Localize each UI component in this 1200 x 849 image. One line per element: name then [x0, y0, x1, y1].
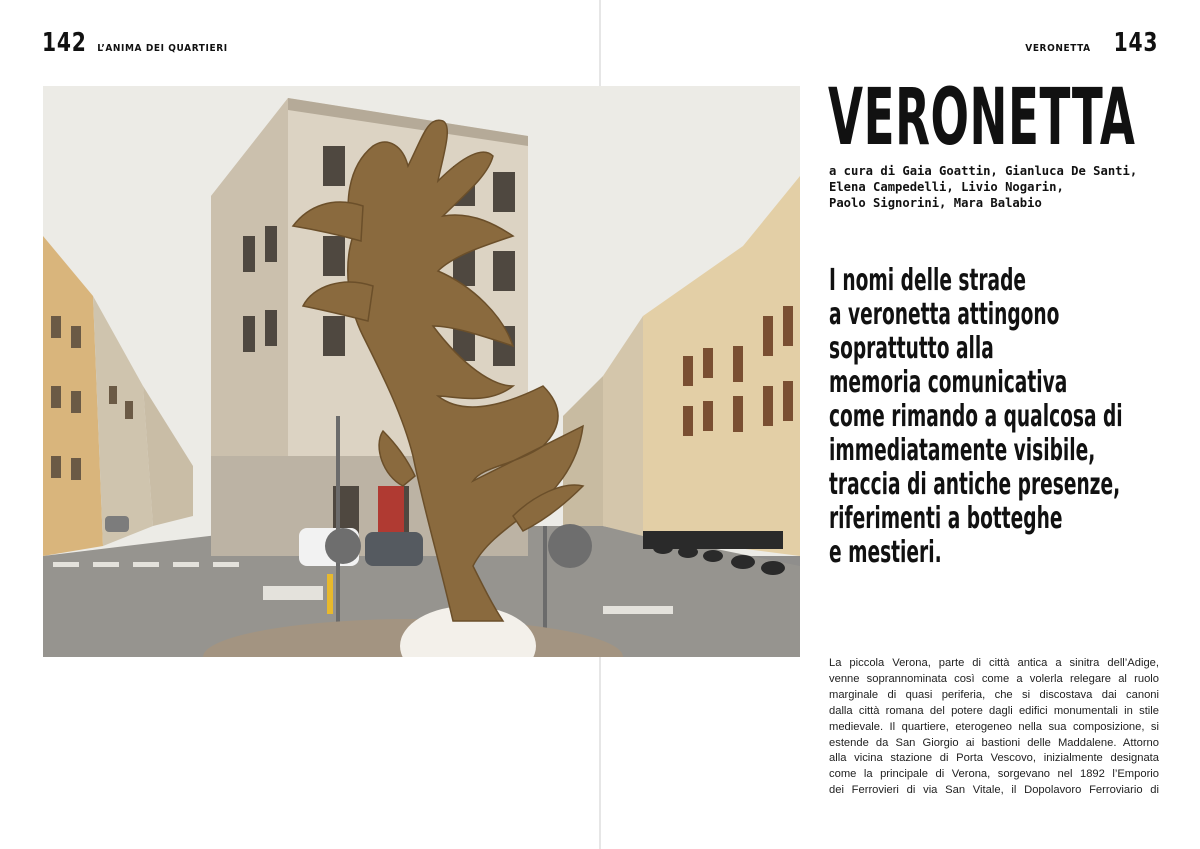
body-line: venne soprannominata così come a volerla relegare al ruolo [829, 672, 1159, 685]
pull-quote-line: traccia di antiche presenze, [829, 467, 1121, 502]
pull-quote-line: soprattutto alla [829, 331, 994, 366]
street-photo-bronze-sculpture [43, 86, 800, 657]
body-line: dei Ferrovieri di via San Vitale, il Dopolavoro Ferroviario di [829, 784, 1159, 797]
body-line: alla vicina stazione di Porta Vescovo, inizialmente designata [829, 752, 1159, 765]
body-line: dalla città romana del potere dagli edifici monumentali in stile [829, 704, 1159, 717]
body-line: come la principale di Verona, sorgevano nel 1892 l’Emporio [829, 768, 1159, 781]
right-page-number: 143 [1113, 28, 1158, 58]
credits-line: Paolo Signorini, Mara Balabio [829, 196, 1042, 210]
body-line: estende da San Giorgio ai bastioni delle Maddalene. Attorno [829, 736, 1159, 749]
right-folio [1025, 28, 1158, 58]
credits-line: a cura di Gaia Goattin, Gianluca De Santi, [829, 164, 1138, 178]
left-running-head: L’ANIMA DEI QUARTIERI [97, 43, 228, 54]
article-title: VERONETTA [828, 73, 1136, 163]
body-line: medievale. Il quartiere, eterogeneo nella sua composizione, si [829, 720, 1159, 733]
article-credits [829, 163, 1159, 211]
pull-quote-line: a veronetta attingono [829, 297, 1060, 332]
left-page-number: 142 [42, 28, 87, 58]
pull-quote-line: e mestieri. [829, 535, 942, 570]
article-body [829, 656, 1159, 799]
pull-quote-line: I nomi delle strade [829, 263, 1027, 298]
body-line: La piccola Verona, parte di città antica a sinitra dell’Adige, [829, 657, 1159, 669]
pull-quote-line: memoria comunicativa [829, 365, 1068, 400]
pull-quote-line: riferimenti a botteghe [829, 501, 1063, 536]
pull-quote [829, 264, 1169, 570]
pull-quote-line: immediatamente visibile, [829, 433, 1096, 468]
left-folio [42, 28, 228, 58]
credits-line: Elena Campedelli, Livio Nogarin, [829, 180, 1064, 194]
body-line: marginale di quasi periferia, che si discostava dai canoni [829, 688, 1159, 701]
right-running-head: VERONETTA [1025, 43, 1091, 54]
pull-quote-line: come rimando a qualcosa di [829, 399, 1123, 434]
